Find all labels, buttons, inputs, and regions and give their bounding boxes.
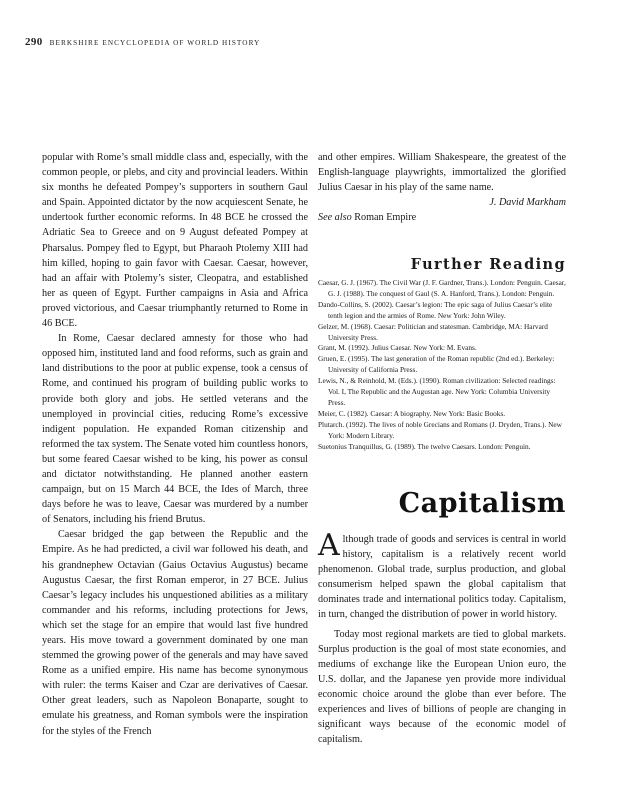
paragraph-text: lthough trade of goods and services is central in world history, capitalism is a relatively recent world phenomenon. Global trade, surplus production, and global consumerism helped spawn the global capitalism that dominates trade and international politics today. Capitalism, in turn, changed the distribution of power in world history.	[318, 534, 566, 621]
further-reading-heading: Further Reading	[410, 256, 566, 273]
reference-list	[318, 278, 566, 453]
paragraph: popular with Rome’s small middle class and, especially, with the common people, or plebs, and city and provincial leaders. Within six months he defeated Pompey’s supporters in southern Gaul and Spain. Appointed dictator by the now acquiescent Senate, he undertook further economic reforms. In 48 BCE he crossed the Adriatic Sea to Greece and on 9 August defeated Pompey at Pharsalus. Pompey fled to Egypt, but Pharaoh Ptolemy XIII had him killed, hoping to gain favor with Caesar. Caesar, however, had an affair with Ptolemy’s sister, Cleopatra, and established her as queen of Egypt. Further campaigns in Asia and Africa proved victorious, and Caesar triumphantly returned to Rome in 46 BCE.	[42, 152, 308, 330]
article-body	[318, 528, 566, 747]
paragraph: In Rome, Caesar declared amnesty for those who had opposed him, instituted land and food reforms, such as grain and land distributions to the poor at public expense, took a census of Rome, and continued his program of building public works to provide both glory and jobs. He settled veterans and the unemployed in provincial cities, reducing Rome’s excessive indigent population. He expanded Roman citizenship and reformed the tax system. The Senate voted him countless honors, but some feared Caesar wished to be king, his power as consul and dictator notwithstanding. He planned another eastern campaign, but on 15 March 44 BCE, the Ides of March, three days before he was to leave, Caesar was murdered by a number of Senators, including his friend Brutus.	[42, 333, 308, 526]
left-column	[42, 150, 308, 739]
paragraph: and other empires. William Shakespeare, the greatest of the English-language playwrights, immortalized the glorified Julius Caesar in his play of the same name.	[318, 152, 566, 194]
see-also-label: See also	[318, 212, 352, 224]
reference-item: Plutarch. (1992). The lives of noble Grecians and Romans (J. Dryden, Trans.). New York: Modern Library.	[318, 419, 562, 440]
reference-item: Caesar, G. J. (1967). The Civil War (J. F. Gardner, Trans.). London: Penguin. Caesar, G. J. (1988). The conquest of Gaul (S. A. Hanford, Trans.). London: Penguin.	[318, 278, 566, 298]
see-also	[318, 210, 566, 225]
paragraph: Caesar bridged the gap between the Republic and the Empire. As he had predicted, a civil war followed his death, and his grandnephew Octavian (Gaius Octavius Augustus) became Augustus Caesar, the first Roman emperor, in 27 BCE. Julius Caesar’s legacy includes his unquestioned abilities as a military commander and his reforms, including protections for Jews, which set the stage for an empire that would last five hundred years. His move toward a government dominated by one man stemmed the growing power of the generals and may have saved Rome as a unified empire. His name has become synonymous with ruler: the terms Kaiser and Czar are derivatives of Caesar. Other great leaders, such as Napoleon Bonaparte, sought to emulate his greatness, and Roman symbols were the inspiration for the styles of the French	[42, 529, 308, 737]
drop-cap: A	[318, 528, 340, 563]
paragraph	[318, 528, 566, 623]
reference-item: Lewis, N., & Reinhold, M. (Eds.). (1990). Roman civilization: Selected readings: Vol. I, The Republic and the Augustan age. New York: Columbia University Press.	[318, 376, 556, 407]
reference-item: Suetonius Tranquillus, G. (1989). The twelve Caesars. London: Penguin.	[318, 441, 531, 451]
running-header	[25, 36, 260, 48]
reference-item: Grant, M. (1992). Julius Caesar. New York: M. Evans.	[318, 343, 477, 353]
reference-item: Meier, C. (1982). Caesar: A biography. New York: Basic Books.	[318, 408, 506, 418]
page-number: 290	[25, 36, 43, 48]
reference-item: Gruen, E. (1995). The last generation of the Roman republic (2nd ed.). Berkeley: University of California Press.	[318, 354, 555, 375]
reference-item: Gelzer, M. (1968). Caesar: Politician and statesman. Cambridge, MA: Harvard University Press.	[318, 321, 548, 342]
article-title: Capitalism	[398, 488, 566, 519]
reference-item: Dando-Collins, S. (2002). Caesar’s legion: The epic saga of Julius Caesar’s elite tenth legion and the armies of Rome. New York: John Wiley.	[318, 299, 553, 320]
running-title: BERKSHIRE ENCYCLOPEDIA OF WORLD HISTORY	[49, 39, 261, 47]
right-column	[318, 150, 566, 225]
see-also-link[interactable]: Roman Empire	[354, 212, 417, 224]
author-signature: J. David Markham	[489, 197, 566, 209]
paragraph: Today most regional markets are tied to global markets. Surplus production is the goal of most state economies, and mediums of exchange like the European Union euro, the U.S. dollar, and the Japanese yen provide more individual economic choice around the globe than ever before. The experiences and lives of billions of people are changing in significant ways because of the economic model of capitalism.	[318, 628, 566, 746]
